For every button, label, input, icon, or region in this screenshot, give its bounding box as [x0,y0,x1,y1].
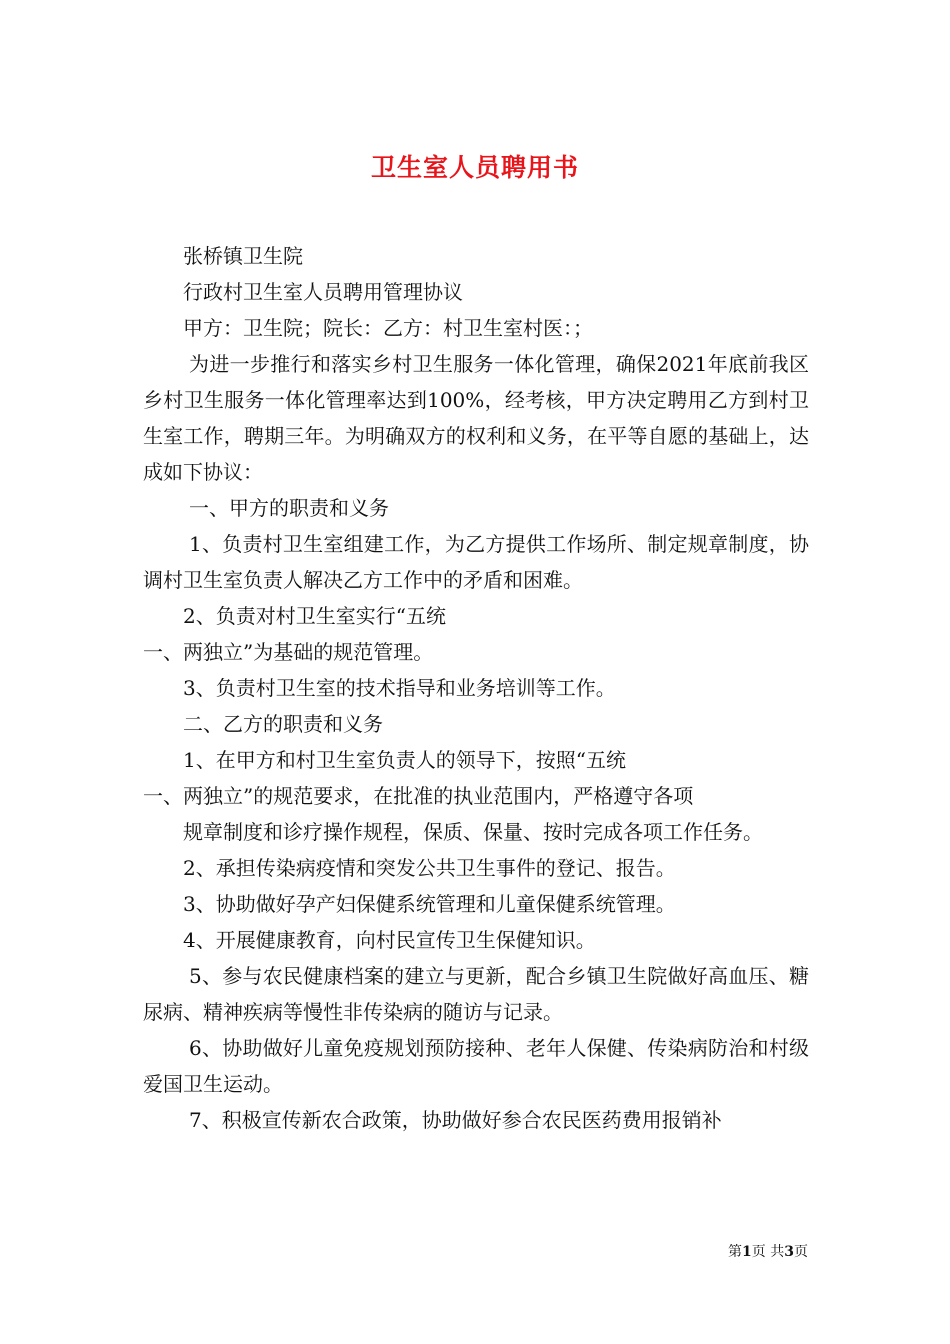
paragraph: 7、积极宣传新农合政策，协助做好参合农民医药费用报销补 [189,1108,722,1132]
paragraph: 6、协助做好儿童免疫规划预防接种、老年人保健、传染病防治和村级爱国卫生运动。 [143,1036,809,1096]
paragraph: 3、负责村卫生室的技术指导和业务培训等工作。 [183,676,616,700]
paragraph: 行政村卫生室人员聘用管理协议 [183,280,463,304]
section-heading: 二、乙方的职责和义务 [183,712,383,736]
document-title: 卫生室人员聘用书 [370,152,579,182]
paragraph: 1、在甲方和村卫生室负责人的领导下，按照“五统 [183,748,626,772]
document-body [143,238,809,1138]
paragraph: 甲方：卫生院；院长：乙方：村卫生室村医：； [183,316,593,340]
section-heading: 一、甲方的职责和义务 [189,496,389,520]
paragraph: 一、两独立”为基础的规范管理。 [143,640,434,664]
paragraph: 3、协助做好孕产妇保健系统管理和儿童保健系统管理。 [183,892,676,916]
paragraph: 张桥镇卫生院 [183,244,303,268]
page-footer [728,1242,808,1262]
paragraph: 2、承担传染病疫情和突发公共卫生事件的登记、报告。 [183,856,676,880]
paragraph: 4、开展健康教育，向村民宣传卫生保健知识。 [183,928,596,952]
paragraph: 规章制度和诊疗操作规程，保质、保量、按时完成各项工作任务。 [183,820,763,844]
paragraph: 一、两独立”的规范要求，在批准的执业范围内，严格遵守各项 [143,784,694,808]
paragraph: 2、负责对村卫生室实行“五统 [183,604,446,628]
current-page-number: 1 [742,1244,752,1260]
paragraph: 为进一步推行和落实乡村卫生服务一体化管理，确保2021年底前我区乡村卫生服务一体化管理率达到100%，经考核，甲方决定聘用乙方到村卫生室工作，聘期三年。为明确双方的权利和义务，在平等自愿的基础上，达成如下协议： [143,352,809,484]
total-page-number: 3 [784,1244,794,1260]
footer-prefix: 第 [728,1244,743,1260]
footer-suffix: 页 [794,1244,808,1260]
footer-middle: 页 共 [751,1244,785,1260]
paragraph: 1、负责村卫生室组建工作，为乙方提供工作场所、制定规章制度，协调村卫生室负责人解决乙方工作中的矛盾和困难。 [143,532,809,592]
paragraph: 5、参与农民健康档案的建立与更新，配合乡镇卫生院做好高血压、糖尿病、精神疾病等慢性非传染病的随访与记录。 [143,964,809,1024]
